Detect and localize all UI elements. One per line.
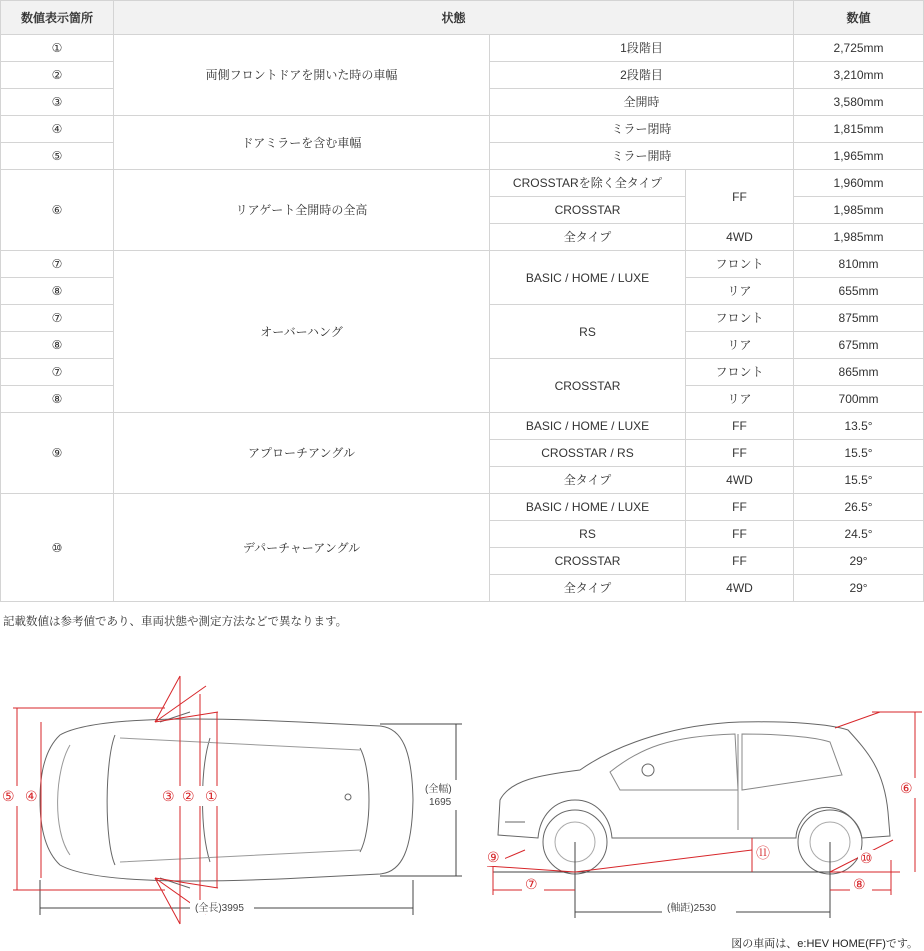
value-cell: 13.5° — [794, 413, 924, 440]
value-cell: 1,965mm — [794, 143, 924, 170]
pos-cell: リア — [686, 332, 794, 359]
value-cell: 1,985mm — [794, 224, 924, 251]
pos-cell: リア — [686, 386, 794, 413]
sub-cell: 全タイプ — [490, 224, 686, 251]
mark-cell: ④ — [1, 116, 114, 143]
mark-10: ⑩ — [860, 851, 873, 867]
sub-cell: RS — [490, 521, 686, 548]
drive-cell: FF — [686, 413, 794, 440]
value-cell: 875mm — [794, 305, 924, 332]
value-cell: 26.5° — [794, 494, 924, 521]
sub-cell: BASIC / HOME / LUXE — [490, 251, 686, 305]
value-cell: 675mm — [794, 332, 924, 359]
sub-cell: ミラー閉時 — [490, 116, 794, 143]
mark-cell: ② — [1, 62, 114, 89]
mark-cell: ⑥ — [1, 170, 114, 251]
sub-cell: 全開時 — [490, 89, 794, 116]
pos-cell: フロント — [686, 251, 794, 278]
state-cell: アプローチアングル — [114, 413, 490, 494]
mark-4: ④ — [25, 789, 38, 805]
car-side-view — [498, 722, 890, 874]
sub-cell: CROSSTARを除く全タイプ — [490, 170, 686, 197]
sub-cell: 全タイプ — [490, 575, 686, 602]
top-dimension-lines — [13, 676, 462, 924]
sub-cell: ミラー開時 — [490, 143, 794, 170]
sub-cell: BASIC / HOME / LUXE — [490, 413, 686, 440]
value-cell: 15.5° — [794, 467, 924, 494]
mark-1: ① — [205, 789, 218, 805]
disclaimer-note: 記載数値は参考値であり、車両状態や測定方法などで異なります。 — [3, 616, 348, 628]
state-cell: オーバーハング — [114, 251, 490, 413]
state-cell: リアゲート全開時の全高 — [114, 170, 490, 251]
drive-cell: 4WD — [686, 575, 794, 602]
value-cell: 1,985mm — [794, 197, 924, 224]
mark-9: ⑨ — [487, 850, 500, 866]
drive-cell: 4WD — [686, 467, 794, 494]
sub-cell: 全タイプ — [490, 467, 686, 494]
pos-cell: リア — [686, 278, 794, 305]
state-cell: ドアミラーを含む車幅 — [114, 116, 490, 170]
mark-6: ⑥ — [900, 781, 913, 797]
value-cell: 865mm — [794, 359, 924, 386]
mark-7: ⑦ — [525, 877, 538, 893]
pos-cell: フロント — [686, 305, 794, 332]
wheelbase-label: (軸距)2530 — [667, 903, 716, 914]
drive-cell: FF — [686, 548, 794, 575]
mark-11: ⑪ — [756, 846, 770, 862]
value-cell: 1,815mm — [794, 116, 924, 143]
mark-3: ③ — [162, 789, 175, 805]
mark-8: ⑧ — [853, 877, 866, 893]
value-cell: 3,210mm — [794, 62, 924, 89]
mark-cell: ① — [1, 35, 114, 62]
state-cell: 両側フロントドアを開いた時の車幅 — [114, 35, 490, 116]
drive-cell: 4WD — [686, 224, 794, 251]
sub-cell: RS — [490, 305, 686, 359]
value-cell: 2,725mm — [794, 35, 924, 62]
sub-cell: CROSSTAR — [490, 197, 686, 224]
value-cell: 15.5° — [794, 440, 924, 467]
value-cell: 29° — [794, 575, 924, 602]
header-state: 状態 — [114, 1, 794, 35]
mark-cell: ⑧ — [1, 332, 114, 359]
mark-cell: ⑧ — [1, 278, 114, 305]
value-cell: 1,960mm — [794, 170, 924, 197]
length-label: (全長)3995 — [195, 903, 244, 914]
mark-cell: ⑦ — [1, 359, 114, 386]
mark-cell: ⑩ — [1, 494, 114, 602]
drive-cell: FF — [686, 521, 794, 548]
mark-cell: ⑨ — [1, 413, 114, 494]
sub-cell: BASIC / HOME / LUXE — [490, 494, 686, 521]
side-view-labels — [485, 778, 920, 893]
drive-cell: FF — [686, 170, 794, 224]
state-cell: デパーチャーアングル — [114, 494, 490, 602]
sub-cell: CROSSTAR / RS — [490, 440, 686, 467]
mark-cell: ⑧ — [1, 386, 114, 413]
figure-caption: 図の車両は、e:HEV HOME(FF)です。 — [731, 938, 918, 950]
header-value: 数値 — [794, 1, 924, 35]
width-label: (全幅) — [425, 784, 452, 795]
top-view-labels — [1, 786, 228, 806]
drive-cell: FF — [686, 440, 794, 467]
mark-cell: ⑦ — [1, 251, 114, 278]
mark-2: ② — [182, 789, 195, 805]
header-mark: 数値表示箇所 — [1, 1, 114, 35]
mark-5: ⑤ — [2, 789, 15, 805]
value-cell: 655mm — [794, 278, 924, 305]
sub-cell: CROSSTAR — [490, 359, 686, 413]
value-cell: 29° — [794, 548, 924, 575]
mark-cell: ⑤ — [1, 143, 114, 170]
sub-cell: CROSSTAR — [490, 548, 686, 575]
sub-cell: 2段階目 — [490, 62, 794, 89]
drive-cell: FF — [686, 494, 794, 521]
value-cell: 24.5° — [794, 521, 924, 548]
sub-cell: 1段階目 — [490, 35, 794, 62]
mark-cell: ⑦ — [1, 305, 114, 332]
pos-cell: フロント — [686, 359, 794, 386]
mark-cell: ③ — [1, 89, 114, 116]
value-cell: 700mm — [794, 386, 924, 413]
value-cell: 3,580mm — [794, 89, 924, 116]
value-cell: 810mm — [794, 251, 924, 278]
width-value: 1695 — [429, 797, 452, 808]
